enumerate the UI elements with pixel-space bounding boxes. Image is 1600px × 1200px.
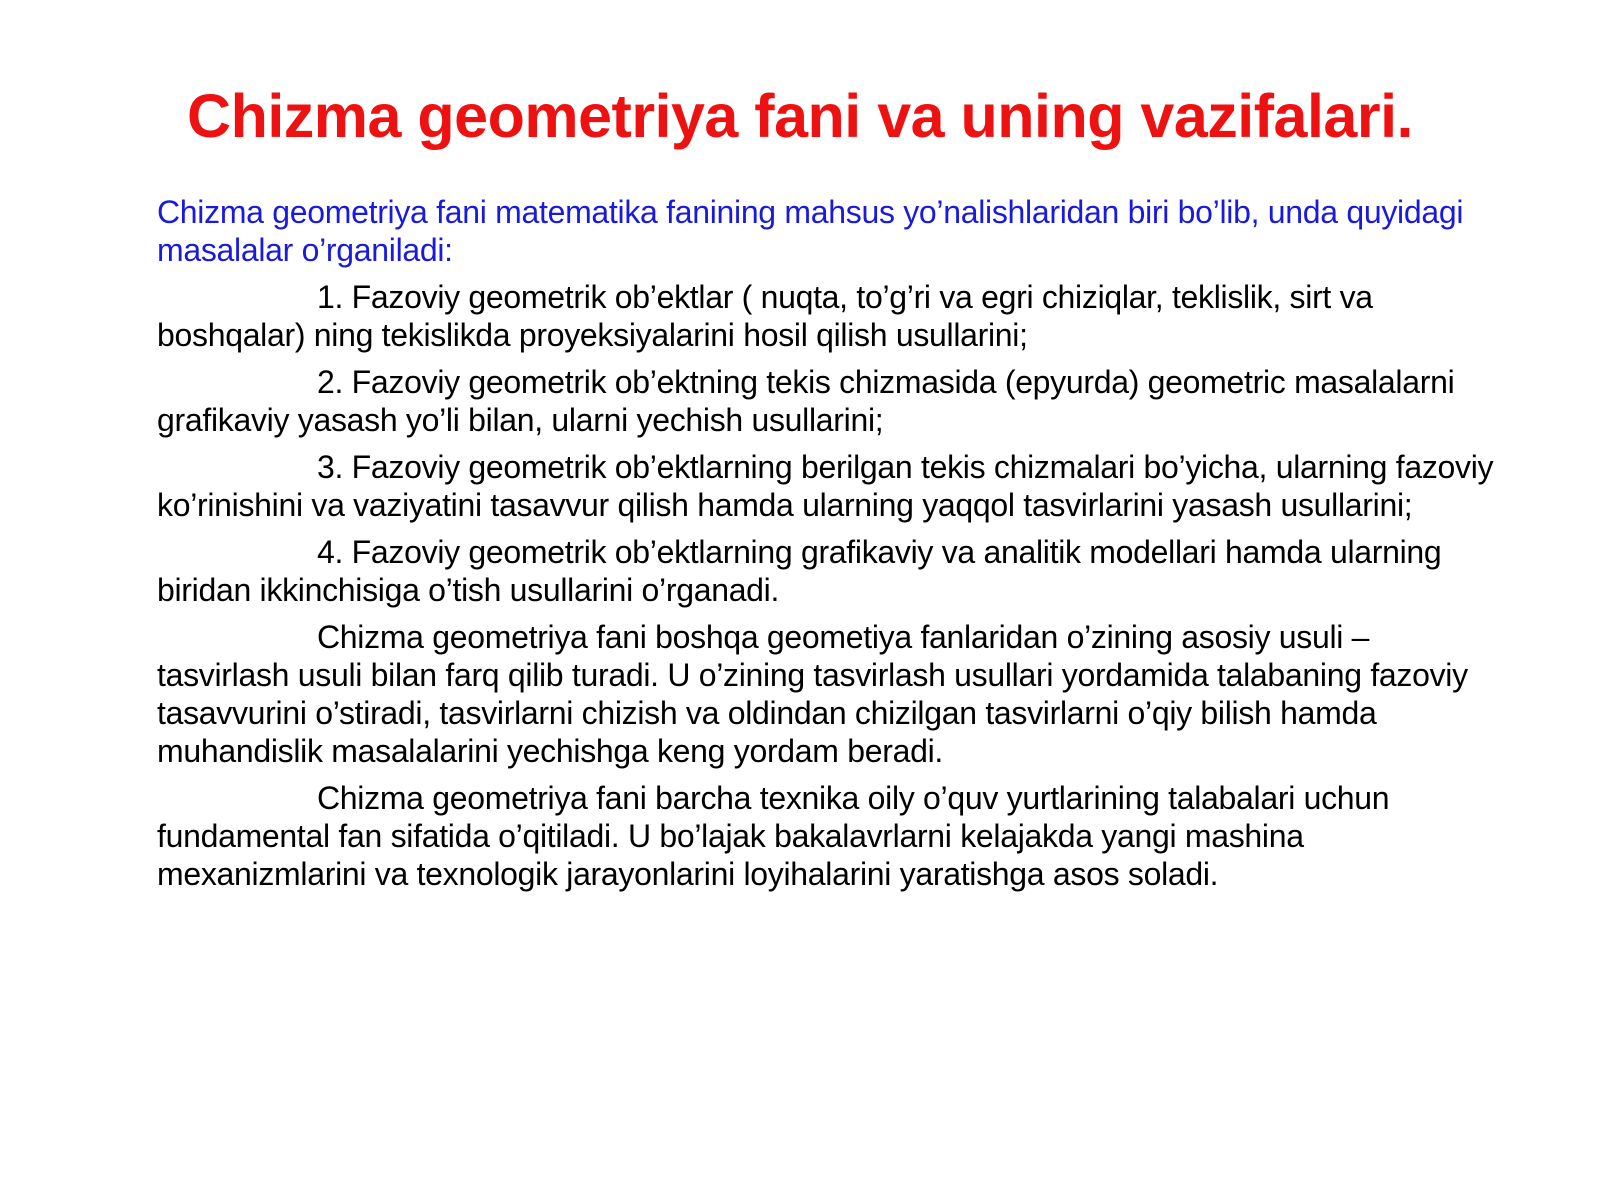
intro-paragraph: Chizma geometriya fani matematika fanining mahsus yo’nalishlaridan biri bo’lib, unda quyidagi masalalar o’rganiladi: xyxy=(157,194,1464,268)
list-item-3: 3. Fazoviy geometrik ob’ektlarning berilgan tekis chizmalari bo’yicha, ularning fazoviy ko’rinishini va vaziyatini tasavvur qilish hamda ularning yaqqol tasvirlarini yasash usullarini; xyxy=(157,449,1494,523)
list-item-4: 4. Fazoviy geometrik ob’ektlarning grafikaviy va analitik modellari hamda ularning biridan ikkinchisiga o’tish usullarini o’rganadi. xyxy=(157,534,1442,608)
method-paragraph: Chizma geometriya fani boshqa geometiya fanlaridan o’zining asosiy usuli – tasvirlash usuli bilan farq qilib turadi. U o’zining tasvirlash usullari yordamida talabaning fazoviy tasavvurini o’stiradi, tasvirlarni chizish va oldindan chizilgan tasvirlarni o’qiy bilish hamda muhandislik masalalarini yechishga keng yordam beradi. xyxy=(157,619,1468,769)
list-item-2: 2. Fazoviy geometrik ob’ektning tekis chizmasida (epyurda) geometric masalalarni grafikaviy yasash yo’li bilan, ularni yechish usullarini; xyxy=(157,364,1455,438)
slide-body xyxy=(157,193,1507,902)
list-item-1: 1. Fazoviy geometrik ob’ektlar ( nuqta, to’g’ri va egri chiziqlar, teklislik, sirt va boshqalar) ning tekislikda proyeksiyalarini hosil qilish usullarini; xyxy=(157,279,1373,353)
education-paragraph: Chizma geometriya fani barcha texnika oily o’quv yurtlarining talabalari uchun fundamental fan sifatida o’qitiladi. U bo’lajak bakalavrlarni kelajakda yangi mashina mexanizmlarini va texnologik jarayonlarini loyihalarini yaratishga asos soladi. xyxy=(157,780,1390,892)
slide-title: Chizma geometriya fani va uning vazifalari. xyxy=(187,82,1413,150)
